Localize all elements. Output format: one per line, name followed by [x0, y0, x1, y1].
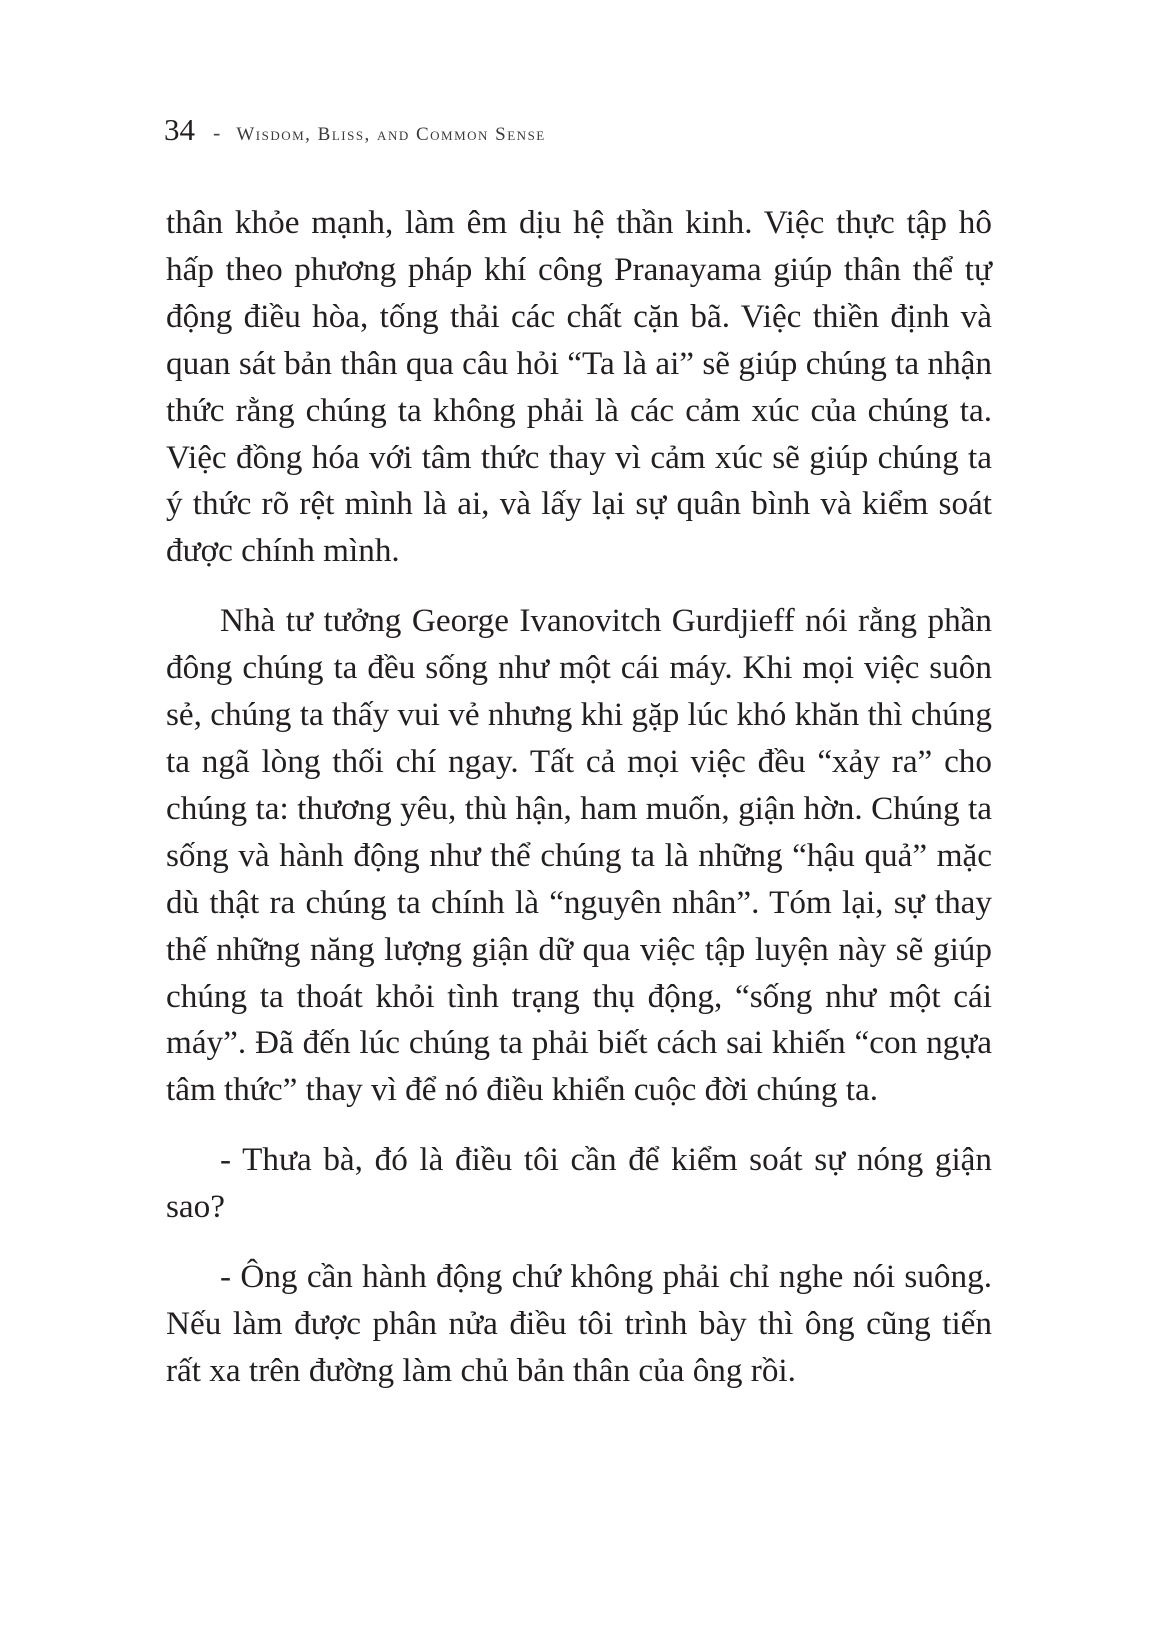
running-head — [164, 112, 546, 152]
header-separator: - — [213, 120, 221, 145]
book-title: Wisdom, Bliss, and Common Sense — [236, 124, 546, 145]
paragraph-gurdjieff: Nhà tư tưởng George Ivanovitch Gurdjieff nói rằng phần đông chúng ta đều sống như một cái máy. Khi mọi việc suôn sẻ, chúng ta thấy vui vẻ nhưng khi gặp lúc khó khăn thì chúng ta ngã lòng thối chí ngay. Tất cả mọi việc đều “xảy ra” cho chúng ta: thương yêu, thù hận, ham muốn, giận hờn. Chúng ta sống và hành động như thể chúng ta là những “hậu quả” mặc dù thật ra chúng ta chính là “nguyên nhân”. Tóm lại, sự thay thế những năng lượng giận dữ qua việc tập luyện này sẽ giúp chúng ta thoát khỏi tình trạng thụ động, “sống như một cái máy”. Đã đến lúc chúng ta phải biết cách sai khiến “con ngựa tâm thức” thay vì để nó điều khiển cuộc đời chúng ta. — [166, 602, 992, 1109]
body-text — [166, 200, 992, 1395]
dialogue-question: - Thưa bà, đó là điều tôi cần để kiểm soát sự nóng giận sao? — [166, 1141, 992, 1226]
dialogue-answer: - Ông cần hành động chứ không phải chỉ nghe nói suông. Nếu làm được phân nửa điều tôi trình bày thì ông cũng tiến rất xa trên đường làm chủ bản thân của ông rồi. — [166, 1258, 992, 1389]
page-number: 34 — [164, 112, 195, 147]
paragraph-continuation: thân khỏe mạnh, làm êm dịu hệ thần kinh. Việc thực tập hô hấp theo phương pháp khí công Pranayama giúp thân thể tự động điều hòa, tống thải các chất cặn bã. Việc thiền định và quan sát bản thân qua câu hỏi “Ta là ai” sẽ giúp chúng ta nhận thức rằng chúng ta không phải là các cảm xúc của chúng ta. Việc đồng hóa với tâm thức thay vì cảm xúc sẽ giúp chúng ta ý thức rõ rệt mình là ai, và lấy lại sự quân bình và kiểm soát được chính mình. — [166, 204, 992, 570]
